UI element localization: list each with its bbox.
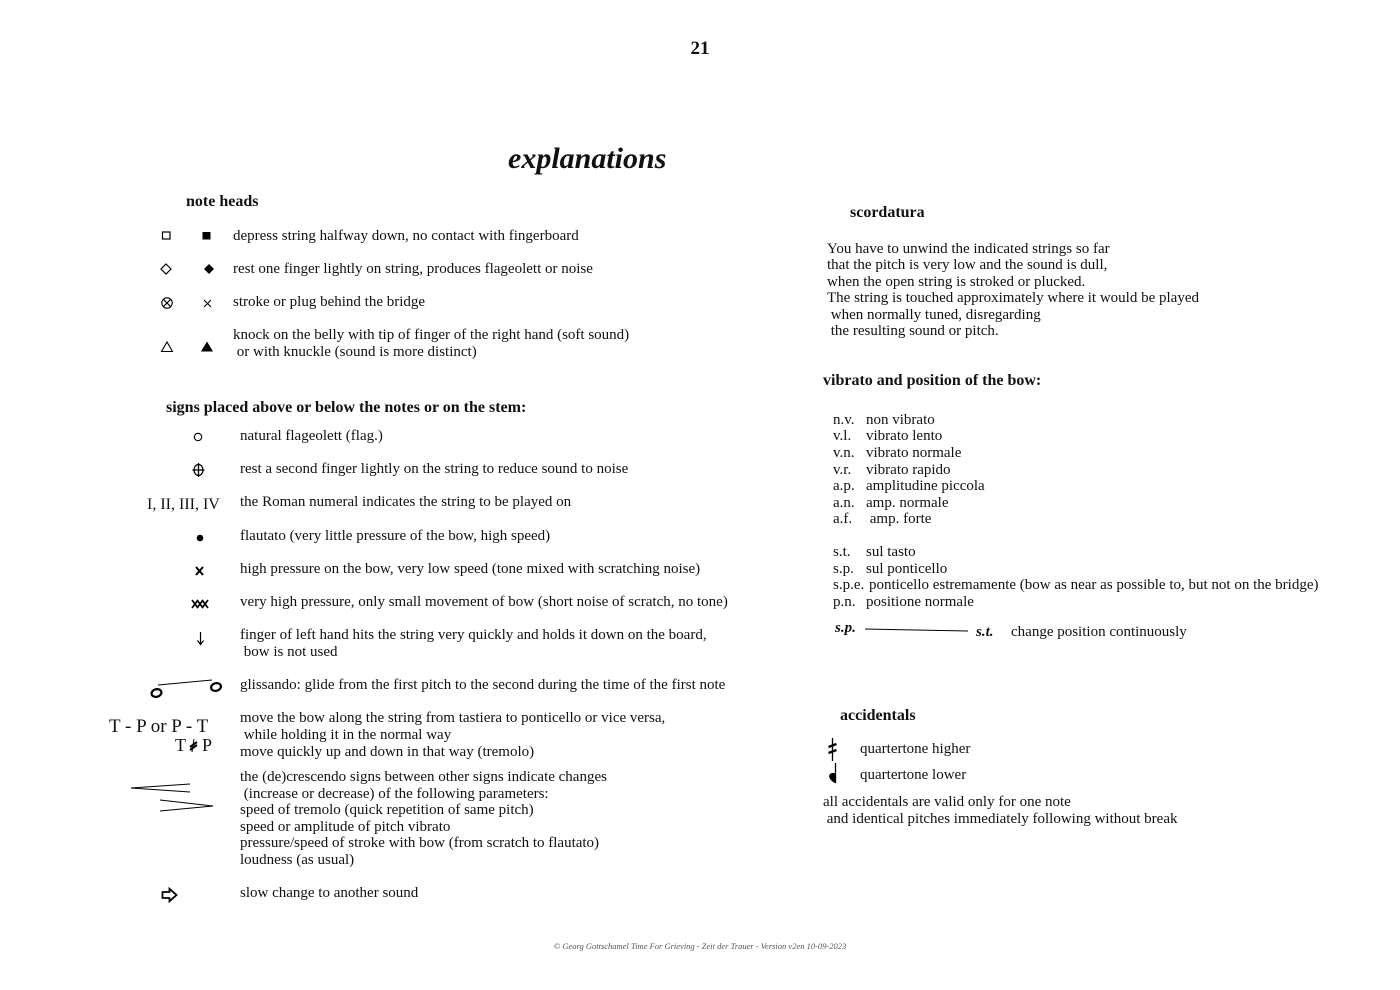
vibrato-meaning: vibrato lento [866, 428, 943, 444]
sign-item: very high pressure, only small movement of bow (short noise of scratch, no tone) [240, 594, 728, 610]
vibrato-abbr: a.p. [833, 478, 855, 494]
sign-item-line1: finger of left hand hits the string very quickly and holds it down on the board, [240, 627, 707, 643]
accidentals-heading: accidentals [840, 707, 916, 724]
vibrato-meaning: amp. forte [866, 511, 932, 527]
bow-position-meaning: positione normale [866, 594, 974, 610]
sign-item-line1: move the bow along the string from tastiera to ponticello or vice versa, [240, 710, 666, 726]
accidental-item: quartertone lower [860, 767, 967, 783]
sign-item: slow change to another sound [240, 885, 419, 901]
note-head-item: rest one finger lightly on string, produces flageolett or noise [233, 261, 593, 277]
vibrato-abbr: v.r. [833, 462, 852, 478]
bow-position-meaning: sul ponticello [866, 561, 948, 577]
bow-position-abbr: s.p.e. [833, 577, 865, 593]
copyright-footer: © Georg Gottschamel Time For Grieving - Zeit der Trauer - Version v2en 10-09-2023 [553, 941, 847, 951]
vibrato-abbr: v.n. [833, 445, 855, 461]
sign-item: flautato (very little pressure of the bow, high speed) [240, 528, 551, 544]
sign-item-line6: loudness (as usual) [240, 852, 355, 868]
sign-item: rest a second finger lightly on the string to reduce sound to noise [240, 461, 629, 477]
sign-item-line2: bow is not used [240, 644, 338, 660]
tp-tremolo-symbol-t: T [175, 735, 186, 755]
sign-item: the Roman numeral indicates the string to be played on [240, 494, 572, 510]
accidental-item: quartertone higher [860, 741, 971, 757]
note-heads-heading: note heads [186, 193, 259, 210]
vibrato-abbr: v.l. [833, 428, 852, 444]
scordatura-line: The string is touched approximately where it would be played [827, 290, 1199, 306]
page-number: 21 [690, 38, 710, 59]
vibrato-meaning: amp. normale [866, 495, 949, 511]
bow-position-abbr: s.t. [833, 544, 851, 560]
bow-position-meaning: ponticello estremamente (bow as near as possible to, but not on the bridge) [869, 577, 1319, 593]
note-head-item: stroke or plug behind the bridge [233, 294, 426, 310]
signs-heading: signs placed above or below the notes or on the stem: [166, 399, 527, 416]
page-title: explanations [508, 142, 667, 175]
scordatura-line: when the open string is stroked or plucked. [827, 274, 1086, 290]
accidentals-note-line2: and identical pitches immediately following without break [823, 811, 1178, 827]
vibrato-abbr: n.v. [833, 412, 855, 428]
sign-item-line3: speed of tremolo (quick repetition of same pitch) [240, 802, 534, 818]
sign-item: natural flageolett (flag.) [240, 428, 383, 444]
bow-position-meaning: sul tasto [866, 544, 916, 560]
note-head-item: depress string halfway down, no contact with fingerboard [233, 228, 579, 244]
vibrato-abbr: a.n. [833, 495, 855, 511]
sign-item: high pressure on the bow, very low speed (tone mixed with scratching noise) [240, 561, 701, 577]
sign-item-line2: while holding it in the normal way [240, 727, 452, 743]
sign-item-line2: (increase or decrease) of the following parameters: [240, 786, 549, 802]
scordatura-line: that the pitch is very low and the sound is dull, [827, 257, 1108, 273]
vibrato-meaning: vibrato normale [866, 445, 962, 461]
vibrato-meaning: non vibrato [866, 412, 935, 428]
sign-item-line3: move quickly up and down in that way (tremolo) [240, 744, 535, 760]
vibrato-meaning: vibrato rapido [866, 462, 951, 478]
note-head-item-line2: or with knuckle (sound is more distinct) [233, 344, 477, 360]
bow-position-abbr: s.p. [833, 561, 854, 577]
sign-item: glissando: glide from the first pitch to the second during the time of the first note [240, 677, 726, 693]
tp-tremolo-symbol-p: P [202, 735, 213, 755]
scordatura-line: when normally tuned, disregarding [827, 307, 1041, 323]
continuous-to-symbol: s.t. [976, 624, 994, 640]
continuous-from-symbol: s.p. [835, 620, 856, 636]
roman-numeral-symbol: I, II, III, IV [147, 496, 220, 513]
vibrato-abbr: a.f. [833, 511, 853, 527]
continuous-change-text: change position continuously [1011, 624, 1187, 640]
sign-item-line5: pressure/speed of stroke with bow (from scratch to flautato) [240, 835, 600, 851]
vibrato-meaning: amplitudine piccola [866, 478, 985, 494]
note-head-item-line1: knock on the belly with tip of finger of the right hand (soft sound) [233, 327, 630, 343]
bow-position-abbr: p.n. [833, 594, 856, 610]
scordatura-heading: scordatura [850, 204, 925, 221]
sign-item-line4: speed or amplitude of pitch vibrato [240, 819, 451, 835]
accidentals-note-line1: all accidentals are valid only for one note [823, 794, 1071, 810]
scordatura-line: You have to unwind the indicated strings so far [827, 241, 1110, 257]
sign-item-line1: the (de)crescendo signs between other signs indicate changes [240, 769, 607, 785]
scordatura-line: the resulting sound or pitch. [827, 323, 999, 339]
tp-symbol: T - P or P - T [109, 716, 209, 737]
vibrato-heading: vibrato and position of the bow: [823, 372, 1042, 389]
